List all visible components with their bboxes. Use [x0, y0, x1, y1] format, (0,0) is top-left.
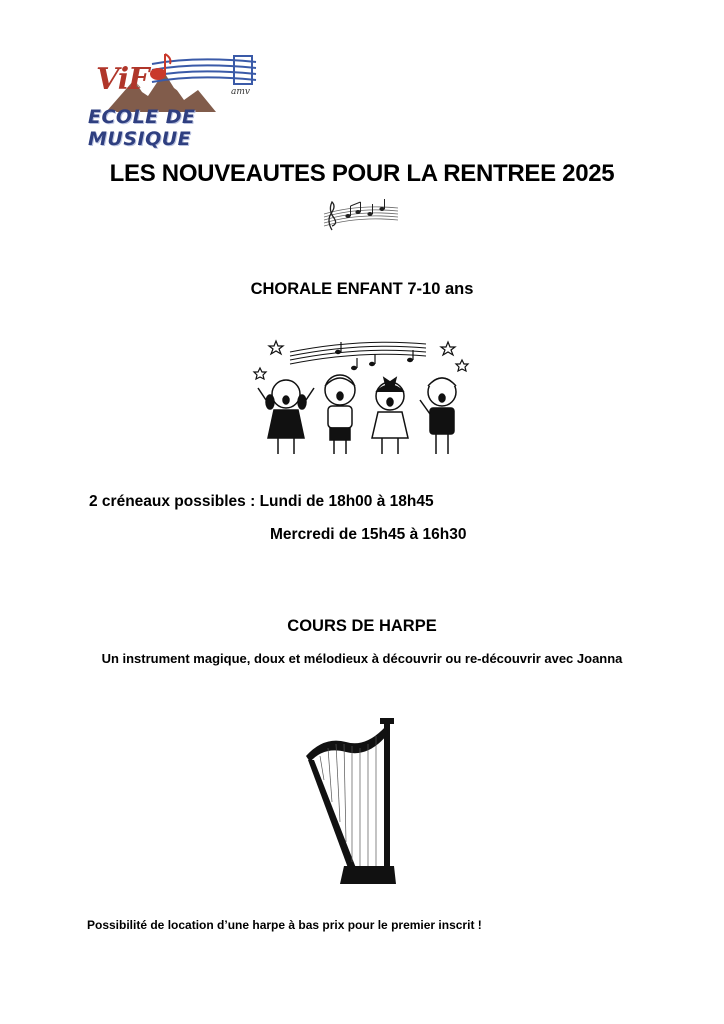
harp-description: Un instrument magique, doux et mélodieux à découvrir ou re-découvrir avec Joanna: [101, 651, 623, 666]
rental-note: Possibilité de location d’une harpe à bas prix pour le premier inscrit !: [87, 918, 482, 932]
choir-slots-line-1: [89, 493, 434, 511]
page-title: LES NOUVEAUTES POUR LA RENTREE 2025: [109, 160, 615, 187]
logo-vif-text: ViF: [96, 62, 149, 97]
slots-label: 2 créneaux possibles :: [89, 493, 256, 510]
harp-heading: COURS DE HARPE: [287, 617, 437, 635]
logo-school-name: ECOLE DE MUSIQUE: [88, 106, 196, 150]
slot-monday: Lundi de 18h00 à 18h45: [259, 493, 434, 510]
children-choir-illustration: [250, 330, 474, 460]
logo-amv-text: amv: [231, 87, 250, 97]
slot-wednesday: Mercredi de 15h45 à 16h30: [270, 526, 467, 543]
school-logo: [86, 50, 278, 150]
harp-icon: [300, 716, 400, 888]
choir-heading: CHORALE ENFANT 7-10 ans: [250, 280, 474, 298]
music-notes-icon: [318, 196, 402, 232]
